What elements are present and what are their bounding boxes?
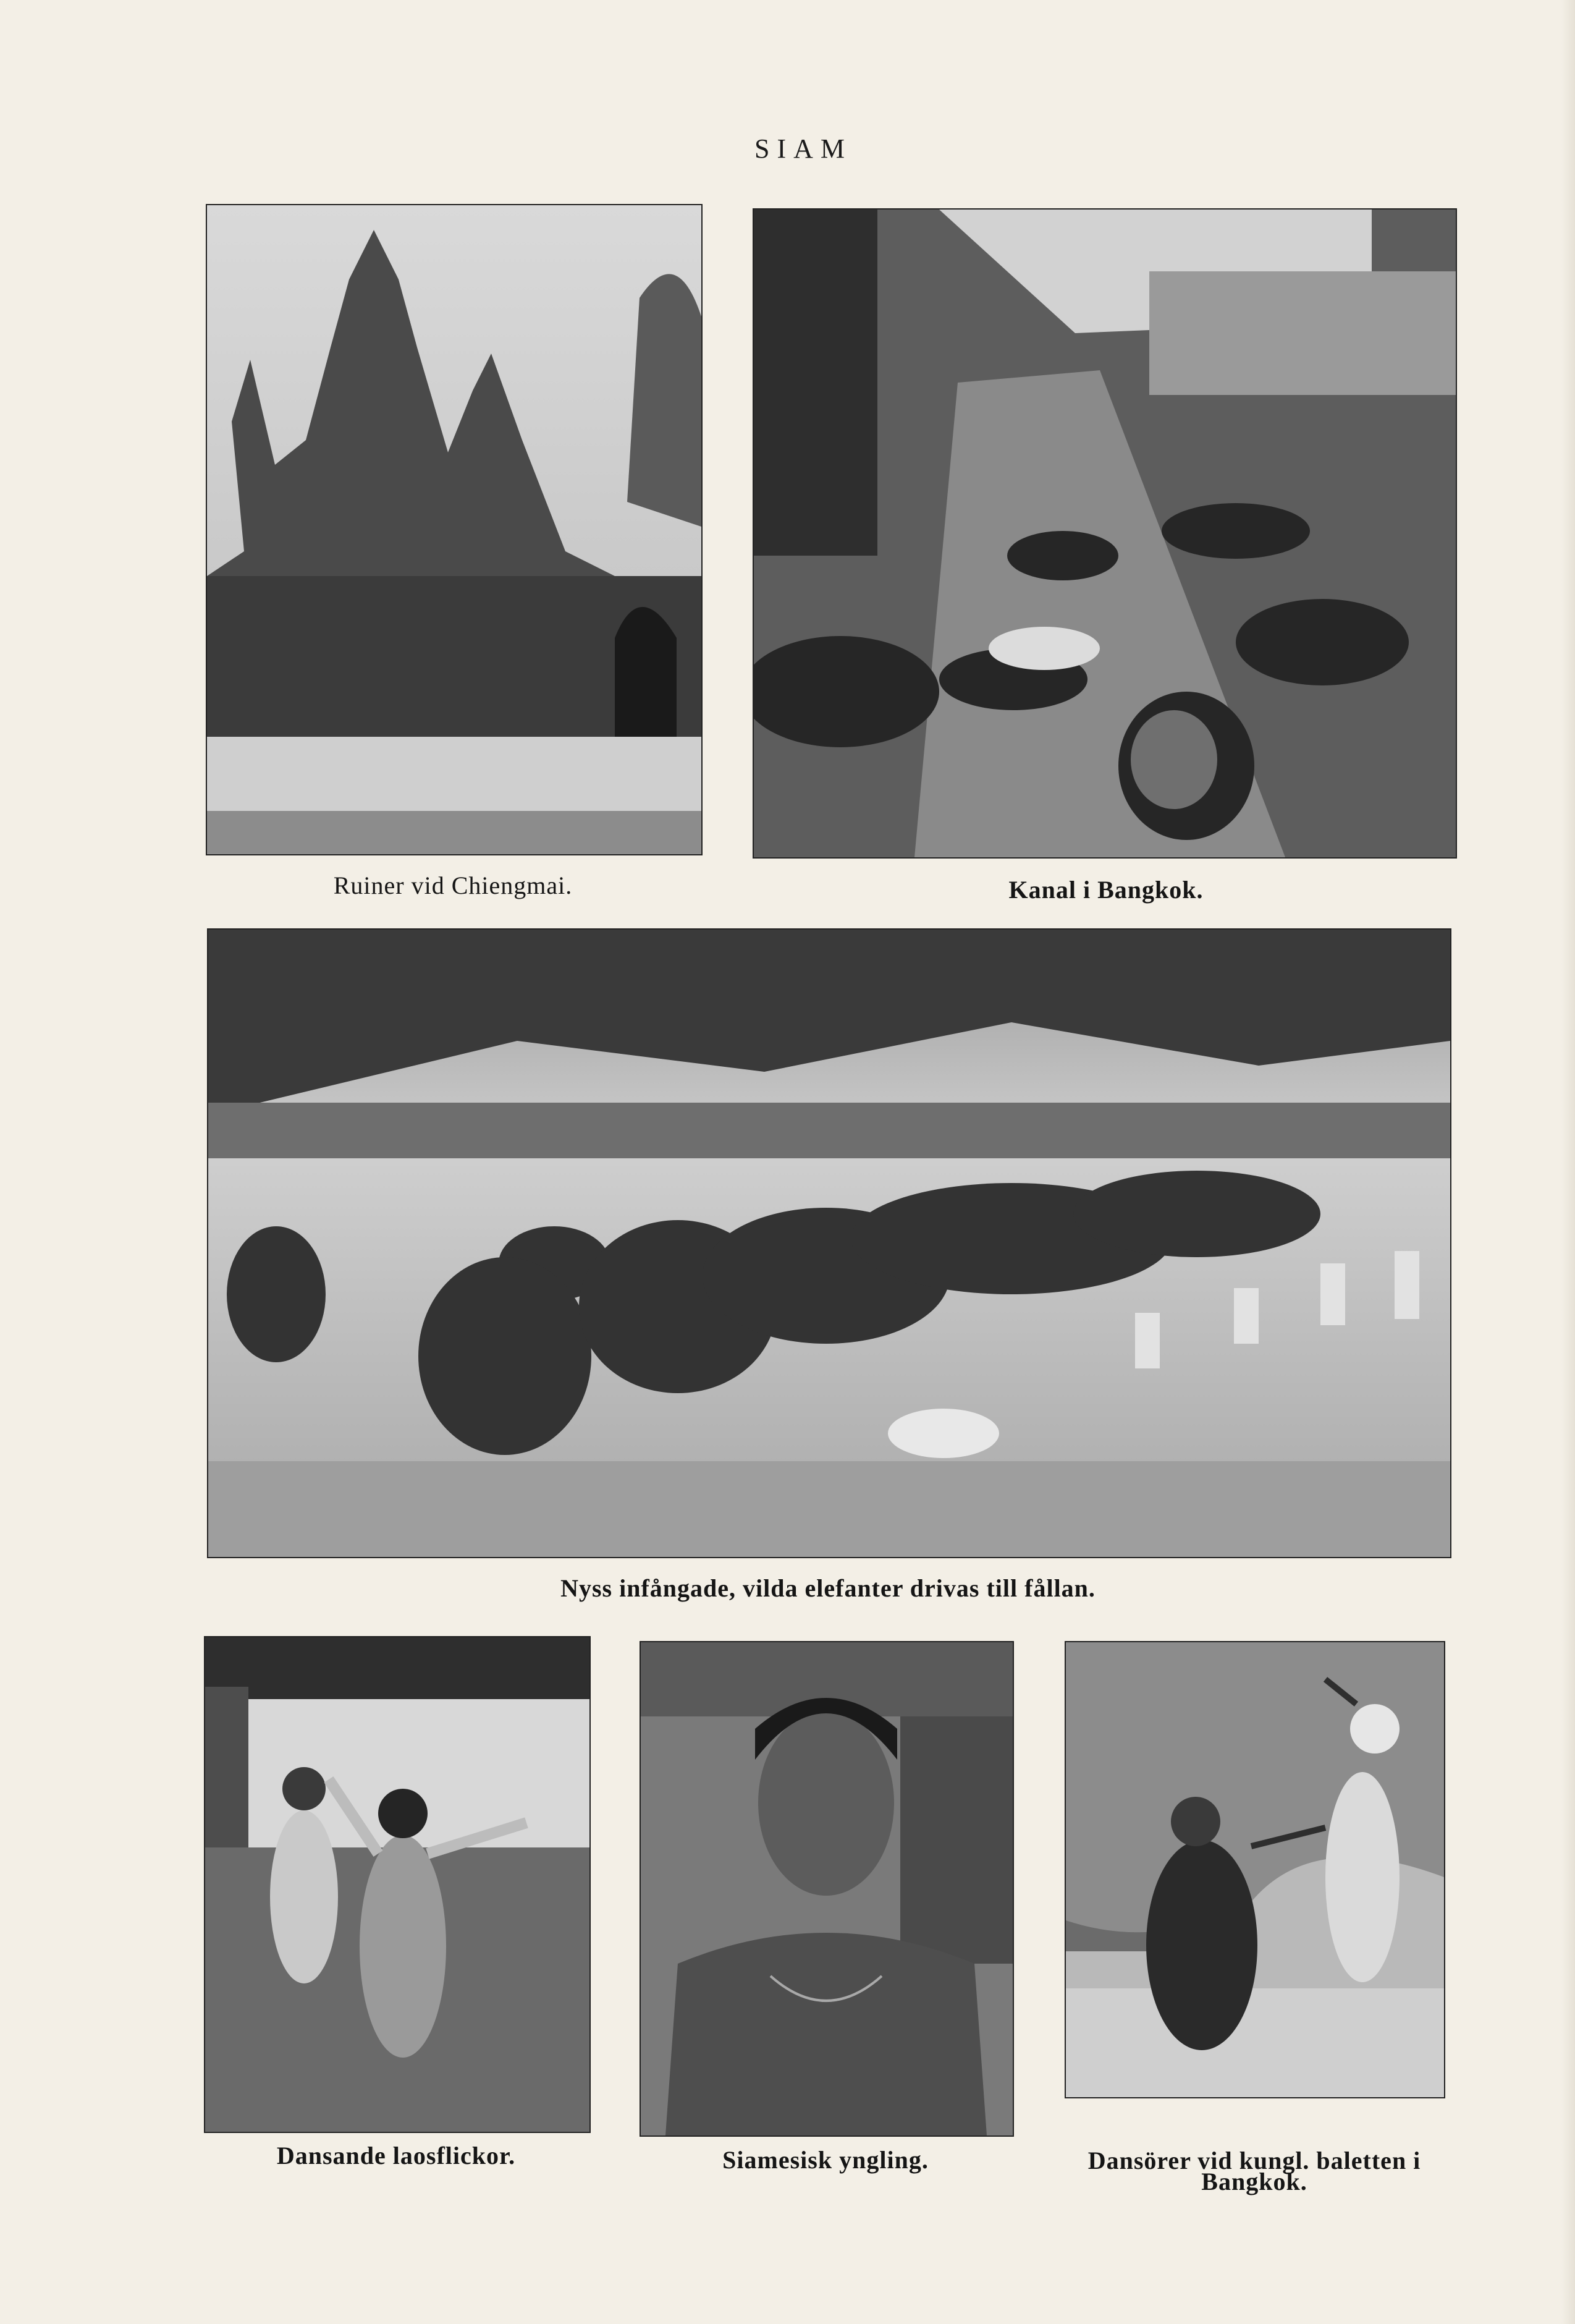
caption-ballet-line2: Bangkok. [1201,2168,1307,2195]
elephant-herd-photo [207,928,1451,1558]
caption-ruins: Ruiner vid Chiengmai. [333,872,573,899]
caption-ballet-line1: Dansörer vid kungl. baletten i [1087,2147,1421,2174]
page-header: SIAM [754,134,853,164]
page-edge [1561,0,1575,2324]
dancing-girls-photo [204,1636,591,2133]
caption-youth: Siamesisk yngling. [722,2146,929,2174]
canal-boats-photo [753,208,1457,859]
young-man-portrait-photo [640,1641,1014,2137]
caption-elephants: Nyss infångade, vilda elefanter drivas till fållan. [560,1574,1096,1602]
caption-dancing-girls: Dansande laosflickor. [276,2142,516,2169]
temple-ruins-photo [206,204,703,855]
caption-canal: Kanal i Bangkok. [1008,876,1204,904]
royal-ballet-dancers-photo [1065,1641,1445,2098]
